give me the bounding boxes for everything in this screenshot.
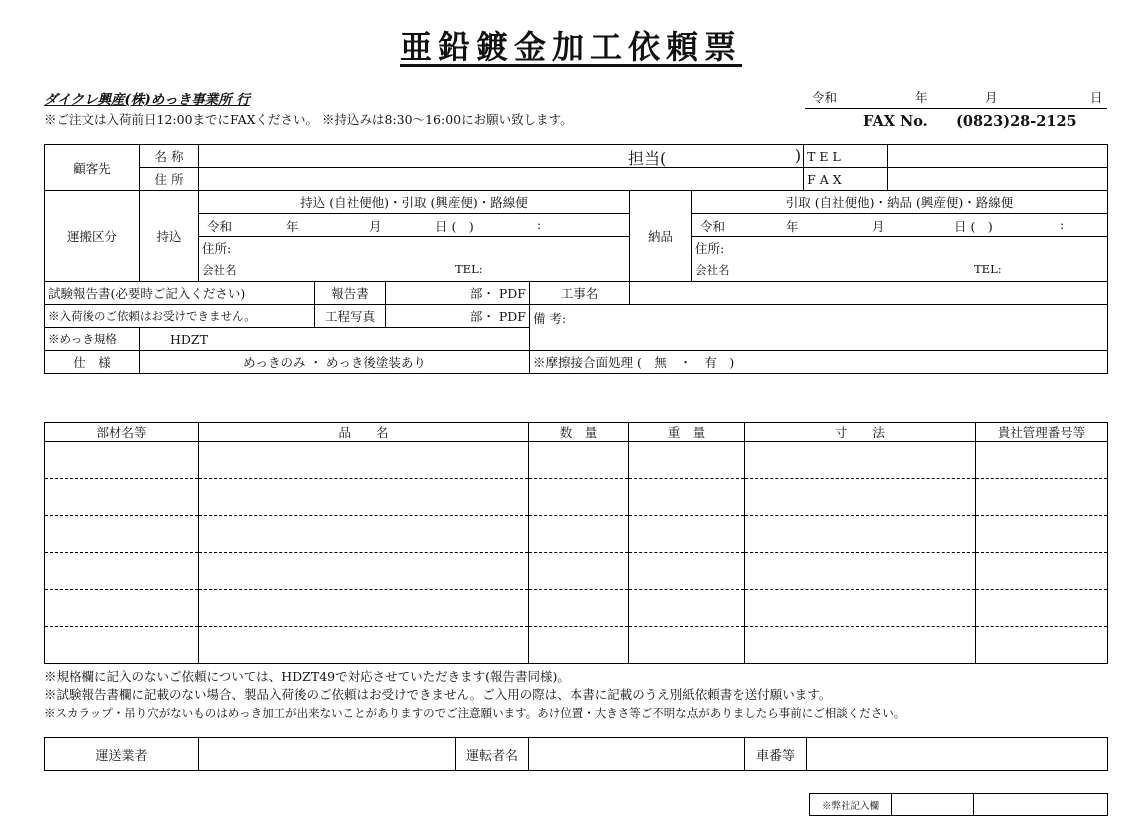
table-row[interactable] (45, 627, 1108, 664)
report-label: 試験報告書(必要時ご記入ください) (45, 282, 315, 305)
report-copies-field[interactable]: 部・ PDF (386, 282, 530, 305)
report-note: ※入荷後のご依頼はお受けできません。 (45, 305, 315, 328)
table-row[interactable] (45, 553, 1108, 590)
address-label: 住 所 (140, 168, 199, 191)
nouhin-options[interactable]: 引取 (自社便他)・納品 (興産便)・路線便 (692, 191, 1108, 214)
footnote: ※規格欄に記入のないご依頼については、HDZT49で対応させていただきます(報告書同様)。 (44, 669, 570, 684)
page-title: 亜鉛鍍金加工依頼票 (399, 28, 742, 66)
project-field[interactable] (630, 282, 1108, 305)
internal-use-label: ※弊社記入欄 (810, 794, 892, 816)
nouhin-address-field[interactable]: 住所: (692, 237, 1108, 260)
date-era: 令和 (812, 90, 838, 105)
date-month: 月 (985, 90, 998, 105)
fax-label: FAX No. (863, 113, 928, 130)
table-row[interactable] (45, 442, 1108, 479)
standard-label: ※めっき規格 (45, 328, 140, 351)
mochikomi-company-field[interactable]: 会社名 TEL: (199, 259, 630, 282)
spec-options[interactable]: めっきのみ ・ めっき後塗装あり (140, 351, 530, 374)
fax-field[interactable] (888, 168, 1108, 191)
items-header-row: 部材名等 品 名 数 量 重 量 寸 法 貴社管理番号等 (45, 423, 1108, 442)
date-year: 年 (915, 90, 928, 105)
customer-label: 顧客先 (45, 145, 140, 191)
tanto-close: ) (794, 146, 802, 165)
delivery-table (44, 737, 1108, 771)
internal-use-field[interactable] (892, 794, 974, 816)
project-label: 工事名 (530, 282, 630, 305)
fax-number: (0823)28-2125 (956, 113, 1077, 130)
mochikomi-date-field[interactable]: 令和 年 月 日 ( ) : (199, 214, 630, 237)
report-type-label: 報告書 (315, 282, 386, 305)
footnote: ※スカラップ・吊り穴がないものはめっき加工が出来ないことがありますのでご注意願います。あけ位置・大きさ等ご不明な点がありましたら事前にご相談ください。 (44, 706, 906, 720)
table-row[interactable] (45, 479, 1108, 516)
photo-label: 工程写真 (315, 305, 386, 328)
recipient: ダイクレ興産(株)めっき事業所 行 (44, 92, 250, 108)
friction-options[interactable]: ※摩擦接合面処理 ( 無 ・ 有 ) (530, 351, 1108, 374)
order-note: ※ご注文は入荷前日12:00までにFAXください。 ※持込みは8:30〜16:00にお願い致します。 (44, 112, 573, 127)
photo-copies-field[interactable]: 部・ PDF (386, 305, 530, 328)
date-day: 日 (1090, 90, 1103, 105)
spec-label: 仕 様 (45, 351, 140, 374)
order-form-table (44, 144, 1108, 374)
footnote: ※試験報告書欄に記載のない場合、製品入荷後のご依頼はお受けできません。ご入用の際は、本書に記載のうえ別紙依頼書を送付願います。 (44, 687, 832, 702)
mochikomi-options[interactable]: 持込 (自社便他)・引取 (興産便)・路線便 (199, 191, 630, 214)
table-row[interactable] (45, 516, 1108, 553)
tel-field[interactable] (888, 145, 1108, 168)
customer-address-field[interactable] (199, 168, 804, 191)
items-table (44, 422, 1108, 664)
name-label: 名 称 (140, 145, 199, 168)
footnotes (44, 668, 905, 722)
mochikomi-address-field[interactable]: 住所: (199, 237, 630, 260)
fax-number-box (805, 108, 1107, 130)
standard-field[interactable]: HDZT (140, 328, 530, 351)
remarks-field[interactable]: 備 考: (530, 305, 1108, 351)
mochikomi-label: 持込 (140, 191, 199, 282)
nouhin-company-field[interactable]: 会社名 TEL: (692, 259, 1108, 282)
tanto-label: 担当( (628, 149, 667, 168)
customer-name-field[interactable] (199, 145, 804, 168)
vehicle-label: 車番等 (745, 738, 807, 771)
internal-use-field[interactable] (974, 794, 1108, 816)
driver-label: 運転者名 (456, 738, 529, 771)
vehicle-field[interactable] (807, 738, 1108, 771)
driver-field[interactable] (529, 738, 745, 771)
table-row[interactable] (45, 590, 1108, 627)
nouhin-label: 納品 (630, 191, 692, 282)
fax-label-cell: F A X (804, 168, 888, 191)
carrier-label: 運送業者 (45, 738, 199, 771)
transport-label: 運搬区分 (45, 191, 140, 282)
carrier-field[interactable] (199, 738, 456, 771)
nouhin-date-field[interactable]: 令和 年 月 日 ( ) : (692, 214, 1108, 237)
tel-label: T E L (804, 145, 888, 168)
internal-use-table (809, 793, 1108, 816)
